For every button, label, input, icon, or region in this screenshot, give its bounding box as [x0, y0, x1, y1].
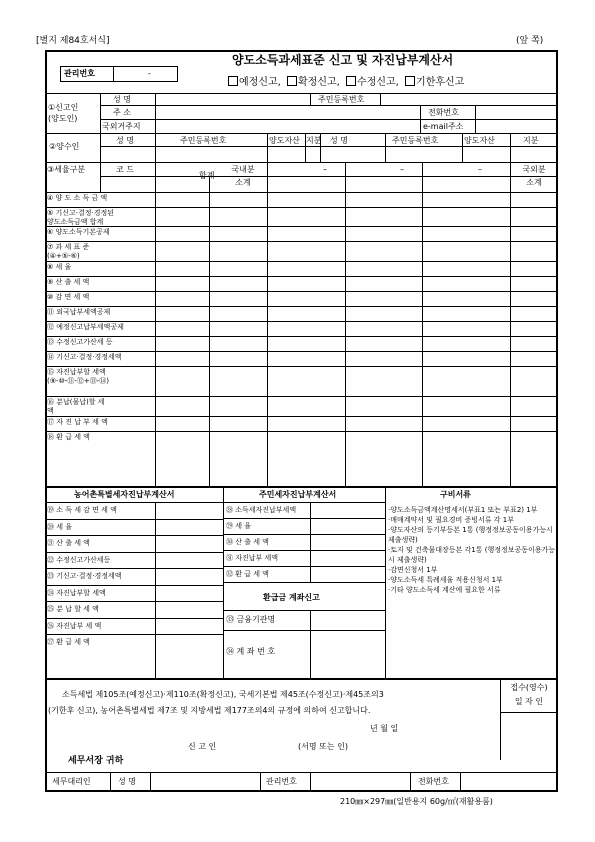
tax-row-label: ⑩ 감 면 세 액 [47, 293, 90, 301]
mgmt-no-value: - [148, 69, 151, 78]
transferee-header-asset2: 양도자산 [464, 136, 495, 145]
tax-code-label: 코 드 [116, 165, 134, 174]
refund-bank-label: ㉝ 금융기관명 [226, 615, 276, 624]
dash-3: – [478, 165, 482, 174]
transferee-header-share2: 지분 [523, 136, 539, 145]
tax-row-label: ⑦ 과 세 표 준 (④+⑤-⑥) [47, 243, 90, 260]
mgmt-no-label: 관리번호 [64, 69, 95, 78]
tax-row-label: ⑫ 예정신고납부세액공제 [47, 323, 124, 331]
dash-1: – [323, 165, 327, 174]
reporter-address-label: 주 소 [113, 108, 131, 117]
transferee-label: ②양수인 [49, 142, 80, 151]
total-col-label: 합계 [199, 171, 215, 180]
page-side: (앞 쪽) [516, 36, 544, 46]
transferee-header-rrn1: 주민등록번호 [180, 136, 227, 145]
foreign-col-label: 국외분 소계 [522, 165, 546, 187]
agri-row-label: ㉓ 기신고·결정·경정세액 [47, 572, 122, 580]
form-number: [별지 제84호서식] [36, 36, 110, 46]
resident-row-label: ㉜ 환 급 세 액 [226, 570, 269, 578]
tax-row-label: ⑯ 분납(물납)할 세 액 [47, 398, 105, 415]
reporter-phone-label: 전화번호 [428, 108, 459, 117]
resident-row-label: ㉘ 소득세자진납부세액 [226, 506, 297, 514]
declaration-line1: 소득세법 제105조(예정신고)·제110조(확정신고), 국세기본법 제45조(수정신고)·제45조의3 [62, 690, 384, 699]
tax-row-label: ⑭ 기신고·결정·경정세액 [47, 353, 122, 361]
agent-name-label: 성 명 [118, 777, 136, 786]
checkbox-amended[interactable] [346, 76, 356, 86]
attachments-list: ·양도소득금액계산명세서(부표1 또는 부표2) 1부 ·매매계약서 및 필요경비 증빙서류 각 1부 ·양도자산의 등기부등본 1통 (행정정보공동이용가능시 제출생략) ·토지 및 건축물대장등본 각1통 (행정정보공동이용가능시 제출생략) ·감면신청서 1부 ·양도소득세 특례세율 적용신청서 1부 ·기타 양도소득세 계산에 필요한 서류 [388, 506, 556, 594]
tax-row-label: ⑨ 산 출 세 액 [47, 278, 90, 286]
agri-row-label: ㉒ 수정신고가산세등 [47, 555, 111, 564]
agri-row-label: ㉗ 환 급 세 액 [47, 638, 90, 646]
checkbox-final[interactable] [287, 76, 297, 86]
tax-row-label: ⑰ 자 진 납 부 세 액 [47, 418, 108, 426]
tax-row-label: ⑧ 세 율 [47, 263, 72, 271]
agri-row-label: ㉔ 자진납부할 세액 [47, 588, 106, 597]
tax-row-label: ④ 양 도 소 득 금 액 [47, 194, 108, 202]
transferee-header-share1: 지분 [306, 136, 322, 145]
sign-note: (서명 또는 인) [298, 742, 348, 751]
transferee-header-asset1: 양도자산 [269, 136, 300, 145]
tax-row-label: ⑱ 환 급 세 액 [47, 433, 90, 441]
agent-mgmt-label: 관리번호 [266, 777, 297, 786]
reporter-residence-label: 국외거주지 [102, 122, 141, 131]
recipient: 세무서장 귀하 [68, 756, 124, 766]
domestic-col-label: 국내분 소계 [231, 165, 255, 187]
checkbox-preliminary[interactable] [228, 76, 238, 86]
agri-row-label: ㉑ 산 출 세 액 [47, 539, 90, 547]
resident-title: 주민세자진납부계산서 [259, 490, 337, 499]
agri-row-label: ⑲ 소 득 세 감 면 세 액 [47, 506, 117, 514]
tax-row-label: ⑥ 양도소득기본공제 [47, 228, 110, 236]
resident-row-label: ㉙ 세 율 [226, 522, 251, 530]
transferee-header-rrn2: 주민등록번호 [392, 136, 439, 145]
form-title: 양도소득과세표준 신고 및 자진납부계산서 [232, 53, 454, 67]
agent-phone-label: 전화번호 [418, 777, 449, 786]
declaration-date: 년 월 일 [370, 724, 399, 733]
declaration-line2: (기한후 신고), 농어촌특별세법 제7조 및 지방세법 제177조의4의 규정에 의하여 신고합니다. [48, 706, 371, 715]
agri-row-label: ⑳ 세 율 [47, 522, 72, 531]
tax-row-label: ⑬ 수정신고가산세 등 [47, 338, 113, 346]
reporter-rrn-label: 주민등록번호 [318, 95, 365, 104]
reporter-email-label: e-mail주소 [423, 122, 464, 131]
paper-spec: 210㎜×297㎜(일반용지 60g/㎡(재활용품) [340, 797, 493, 806]
dash-2: – [400, 165, 404, 174]
tax-row-label: ⑪ 외국납부세액공제 [47, 308, 111, 316]
tax-row-label: ⑮ 자진납부할 세액 (⑨-⑩-⑪-⑫+⑬-⑭) [47, 368, 109, 385]
signer-label: 신 고 인 [188, 742, 217, 751]
agri-row-label: ㉖ 자진납부 세 액 [47, 621, 102, 630]
checkbox-late[interactable] [405, 76, 415, 86]
agri-row-label: ㉕ 분 납 할 세 액 [47, 605, 99, 613]
resident-row-label: ㉚ 산 출 세 액 [226, 538, 269, 546]
receipt-stamp-label: 접수(영수) 일 자 인 [510, 683, 548, 706]
reporter-label: ①신고인 (양도인) [48, 103, 79, 123]
tax-class-label: ③세율구분 [47, 165, 86, 174]
transferee-header-name2: 성 명 [330, 136, 348, 145]
agent-label: 세무대리인 [52, 777, 91, 786]
agri-title: 농어촌특별세자진납부계산서 [74, 490, 175, 499]
refund-title: 환급금 계좌신고 [263, 593, 320, 602]
resident-row-label: ㉛ 자진납부 세액 [226, 554, 279, 562]
refund-account-label: ㉞ 계 좌 번 호 [226, 647, 276, 656]
attachments-title: 구비서류 [440, 490, 471, 499]
transferee-header-name1: 성 명 [116, 136, 134, 145]
reporter-name-label: 성 명 [113, 95, 131, 104]
report-type-options: 예정신고, 확정신고, 수정신고, 기한후신고 [228, 76, 464, 89]
tax-row-label: ⑤ 기신고·결정·경정된 양도소득금액 합계 [47, 209, 115, 226]
